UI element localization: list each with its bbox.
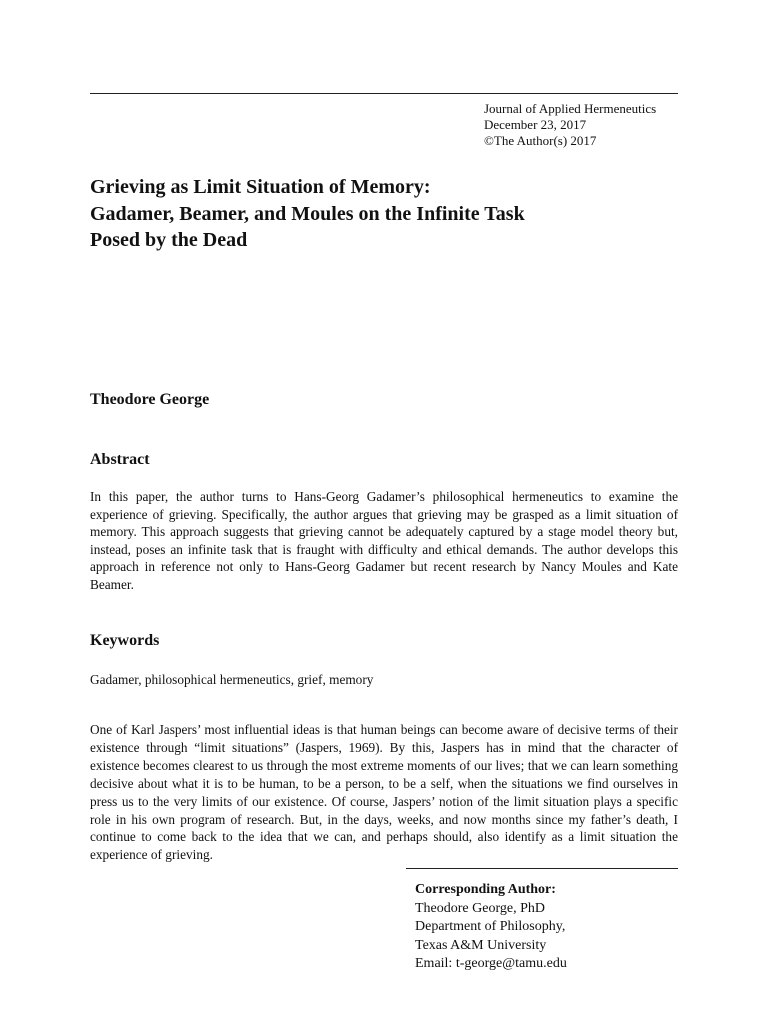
publication-date: December 23, 2017 (484, 117, 587, 132)
journal-name: Journal of Applied Hermeneutics (484, 101, 657, 116)
title-line-1: Grieving as Limit Situation of Memory: (90, 176, 431, 198)
intro-paragraph: One of Karl Jaspers’ most influential ideas is that human beings can become aware of decisive terms of their existence through “limit situations” (Jaspers, 1969). By this, Jaspers has in mind that the character of existence becomes clearest to us through the most extreme moments of our lives; that we can learn something decisive about what it is to be human, to be a person, to be a self, when the situations we find ourselves in press us to the very limits of our existence. Of course, Jaspers’ notion of the limit situation plays a specific role in his own program of research. But, in the days, weeks, and now months since my father’s death, I continue to come back to the idea that we can, and perhaps should, also identify as a limit situation the experience of grieving. (90, 722, 678, 863)
corresponding-email: Email: t-george@tamu.edu (415, 956, 567, 971)
header-rule (90, 93, 678, 94)
corresponding-university: Texas A&M University (415, 937, 547, 953)
keywords-text: Gadamer, philosophical hermeneutics, grief, memory (90, 672, 374, 687)
corresponding-rule (406, 868, 678, 869)
title-line-3: Posed by the Dead (90, 229, 248, 251)
paper-title (90, 174, 690, 254)
author-name: Theodore George (90, 391, 210, 408)
corresponding-department: Department of Philosophy, (415, 919, 566, 934)
copyright-notice: ©The Author(s) 2017 (484, 133, 597, 148)
corresponding-heading: Corresponding Author: (415, 882, 556, 897)
corresponding-name: Theodore George, PhD (415, 900, 545, 916)
abstract-heading: Abstract (90, 451, 150, 468)
journal-info (484, 101, 656, 149)
title-line-2: Gadamer, Beamer, and Moules on the Infinite Task (90, 202, 525, 225)
corresponding-author-block (415, 881, 567, 974)
abstract-text: In this paper, the author turns to Hans-Georg Gadamer’s philosophical hermeneutics to examine the experience of grieving. Specifically, the author argues that grieving may be grasped as a limit situation of memory. This approach suggests that grieving cannot be adequately captured by a stage model theory but, instead, poses an infinite task that is fraught with difficulty and ethical demands. The author develops this approach in reference not only to Hans-Georg Gadamer but recent research by Nancy Moules and Kate Beamer. (90, 489, 678, 592)
keywords-heading: Keywords (90, 632, 160, 649)
